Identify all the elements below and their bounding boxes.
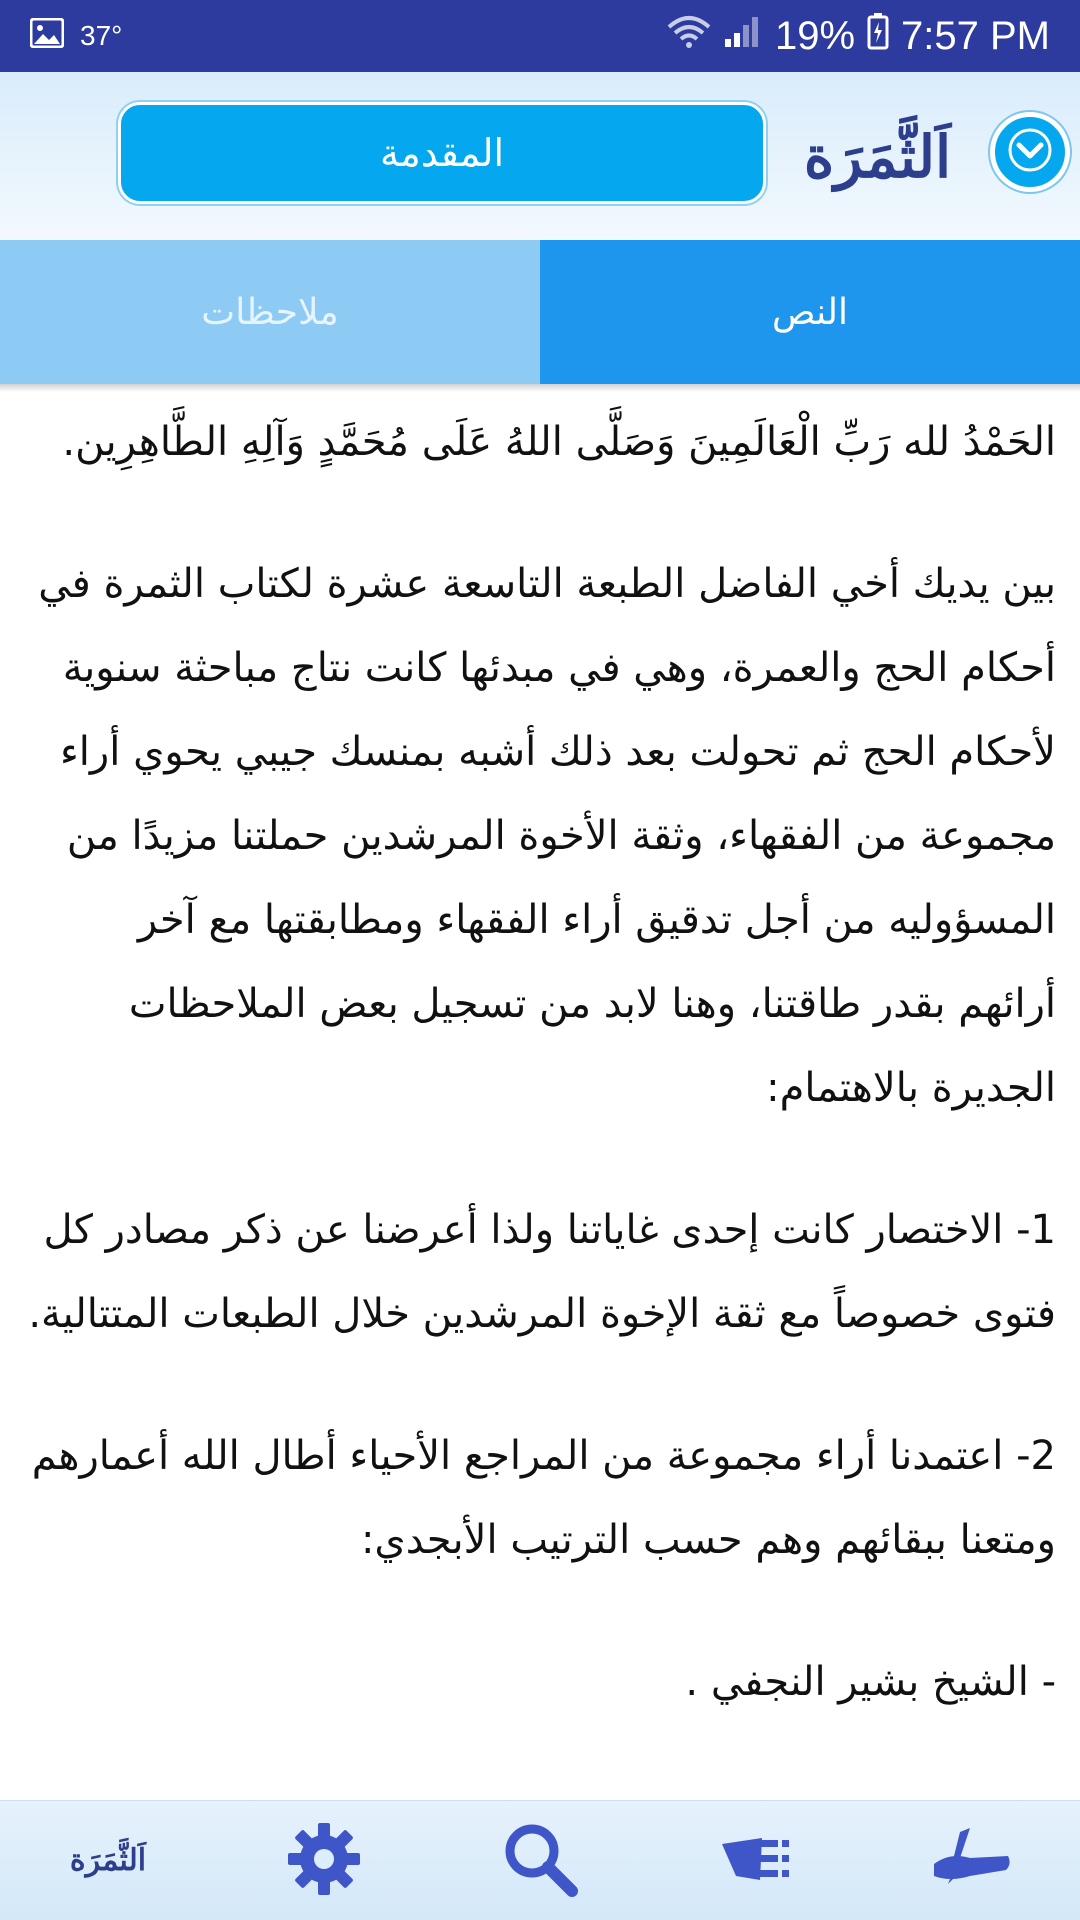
search-icon	[500, 1819, 580, 1903]
tab-bar	[0, 240, 1080, 384]
tab-text[interactable]: النص	[540, 240, 1080, 384]
app-header	[0, 72, 1080, 240]
gear-icon	[286, 1821, 362, 1901]
chapter-select-button[interactable]: المقدمة	[118, 102, 766, 204]
nav-index[interactable]	[696, 1806, 816, 1916]
dropdown-toggle-button[interactable]	[990, 112, 1070, 192]
paragraph-note-1: 1- الاختصار كانت إحدى غاياتنا ولذا أعرضنا عن ذكر مصادر كل فتوى خصوصاً مع ثقة الإخوة المرشدين خلال الطبعات المتتالية.	[28, 1207, 1056, 1337]
chevron-down-icon	[1007, 127, 1053, 177]
bottom-nav	[0, 1800, 1080, 1920]
nav-home-logo[interactable]	[48, 1806, 168, 1916]
nav-write[interactable]	[912, 1806, 1032, 1916]
tabs-shadow	[0, 384, 1080, 392]
signal-icon	[723, 13, 763, 59]
paragraph-scholar-1: - الشيخ بشير النجفي .	[685, 1659, 1056, 1705]
text-content[interactable]	[28, 400, 1056, 1795]
paragraph-intro: بين يديك أخي الفاضل الطبعة التاسعة عشرة لكتاب الثمرة في أحكام الحج والعمرة، وهي في مبدئها كانت نتاج مباحثة سنوية لأحكام الحج ثم تحولت بعد ذلك أشبه بمنسك جيبي يحوي أراء مجموعة من الفقهاء، وثقة الأخوة المرشدين حملتنا مزيدًا من المسؤوليه من أجل تدقيق أراء الفقهاء ومطابقتها مع آخر أرائهم بقدر طاقتنا، وهنا لابد من تسجيل بعض الملاحظات الجديرة بالاهتمام:	[38, 561, 1056, 1111]
index-list-icon	[716, 1824, 796, 1898]
status-left	[30, 18, 122, 55]
nav-logo-text: اَلثَّمَرَة	[69, 1843, 147, 1878]
battery-percent: 19%	[774, 13, 856, 58]
status-right	[667, 12, 1050, 60]
nav-settings[interactable]	[264, 1806, 384, 1916]
status-bar	[0, 0, 1080, 72]
paragraph-opening: الحَمْدُ لله رَبِّ الْعَالَمِينَ وَصَلَّى اللهُ عَلَى مُحَمَّدٍ وَآلِهِ الطَّاهِرِين.	[62, 419, 1056, 465]
nav-search[interactable]	[480, 1806, 600, 1916]
clock-time: 7:57 PM	[901, 13, 1050, 58]
wifi-icon	[667, 14, 711, 59]
battery-icon	[867, 12, 889, 60]
gallery-notification-icon	[30, 18, 64, 55]
tab-notes[interactable]: ملاحظات	[0, 240, 540, 384]
writing-hand-icon	[930, 1824, 1014, 1898]
app-logo: اَلثَّمَرَة	[803, 123, 952, 191]
paragraph-note-2: 2- اعتمدنا أراء مجموعة من المراجع الأحياء أطال الله أعمارهم ومتعنا ببقائهم وهم حسب الترتيب الأبجدي:	[31, 1433, 1056, 1563]
temperature-text: 37°	[80, 20, 123, 51]
